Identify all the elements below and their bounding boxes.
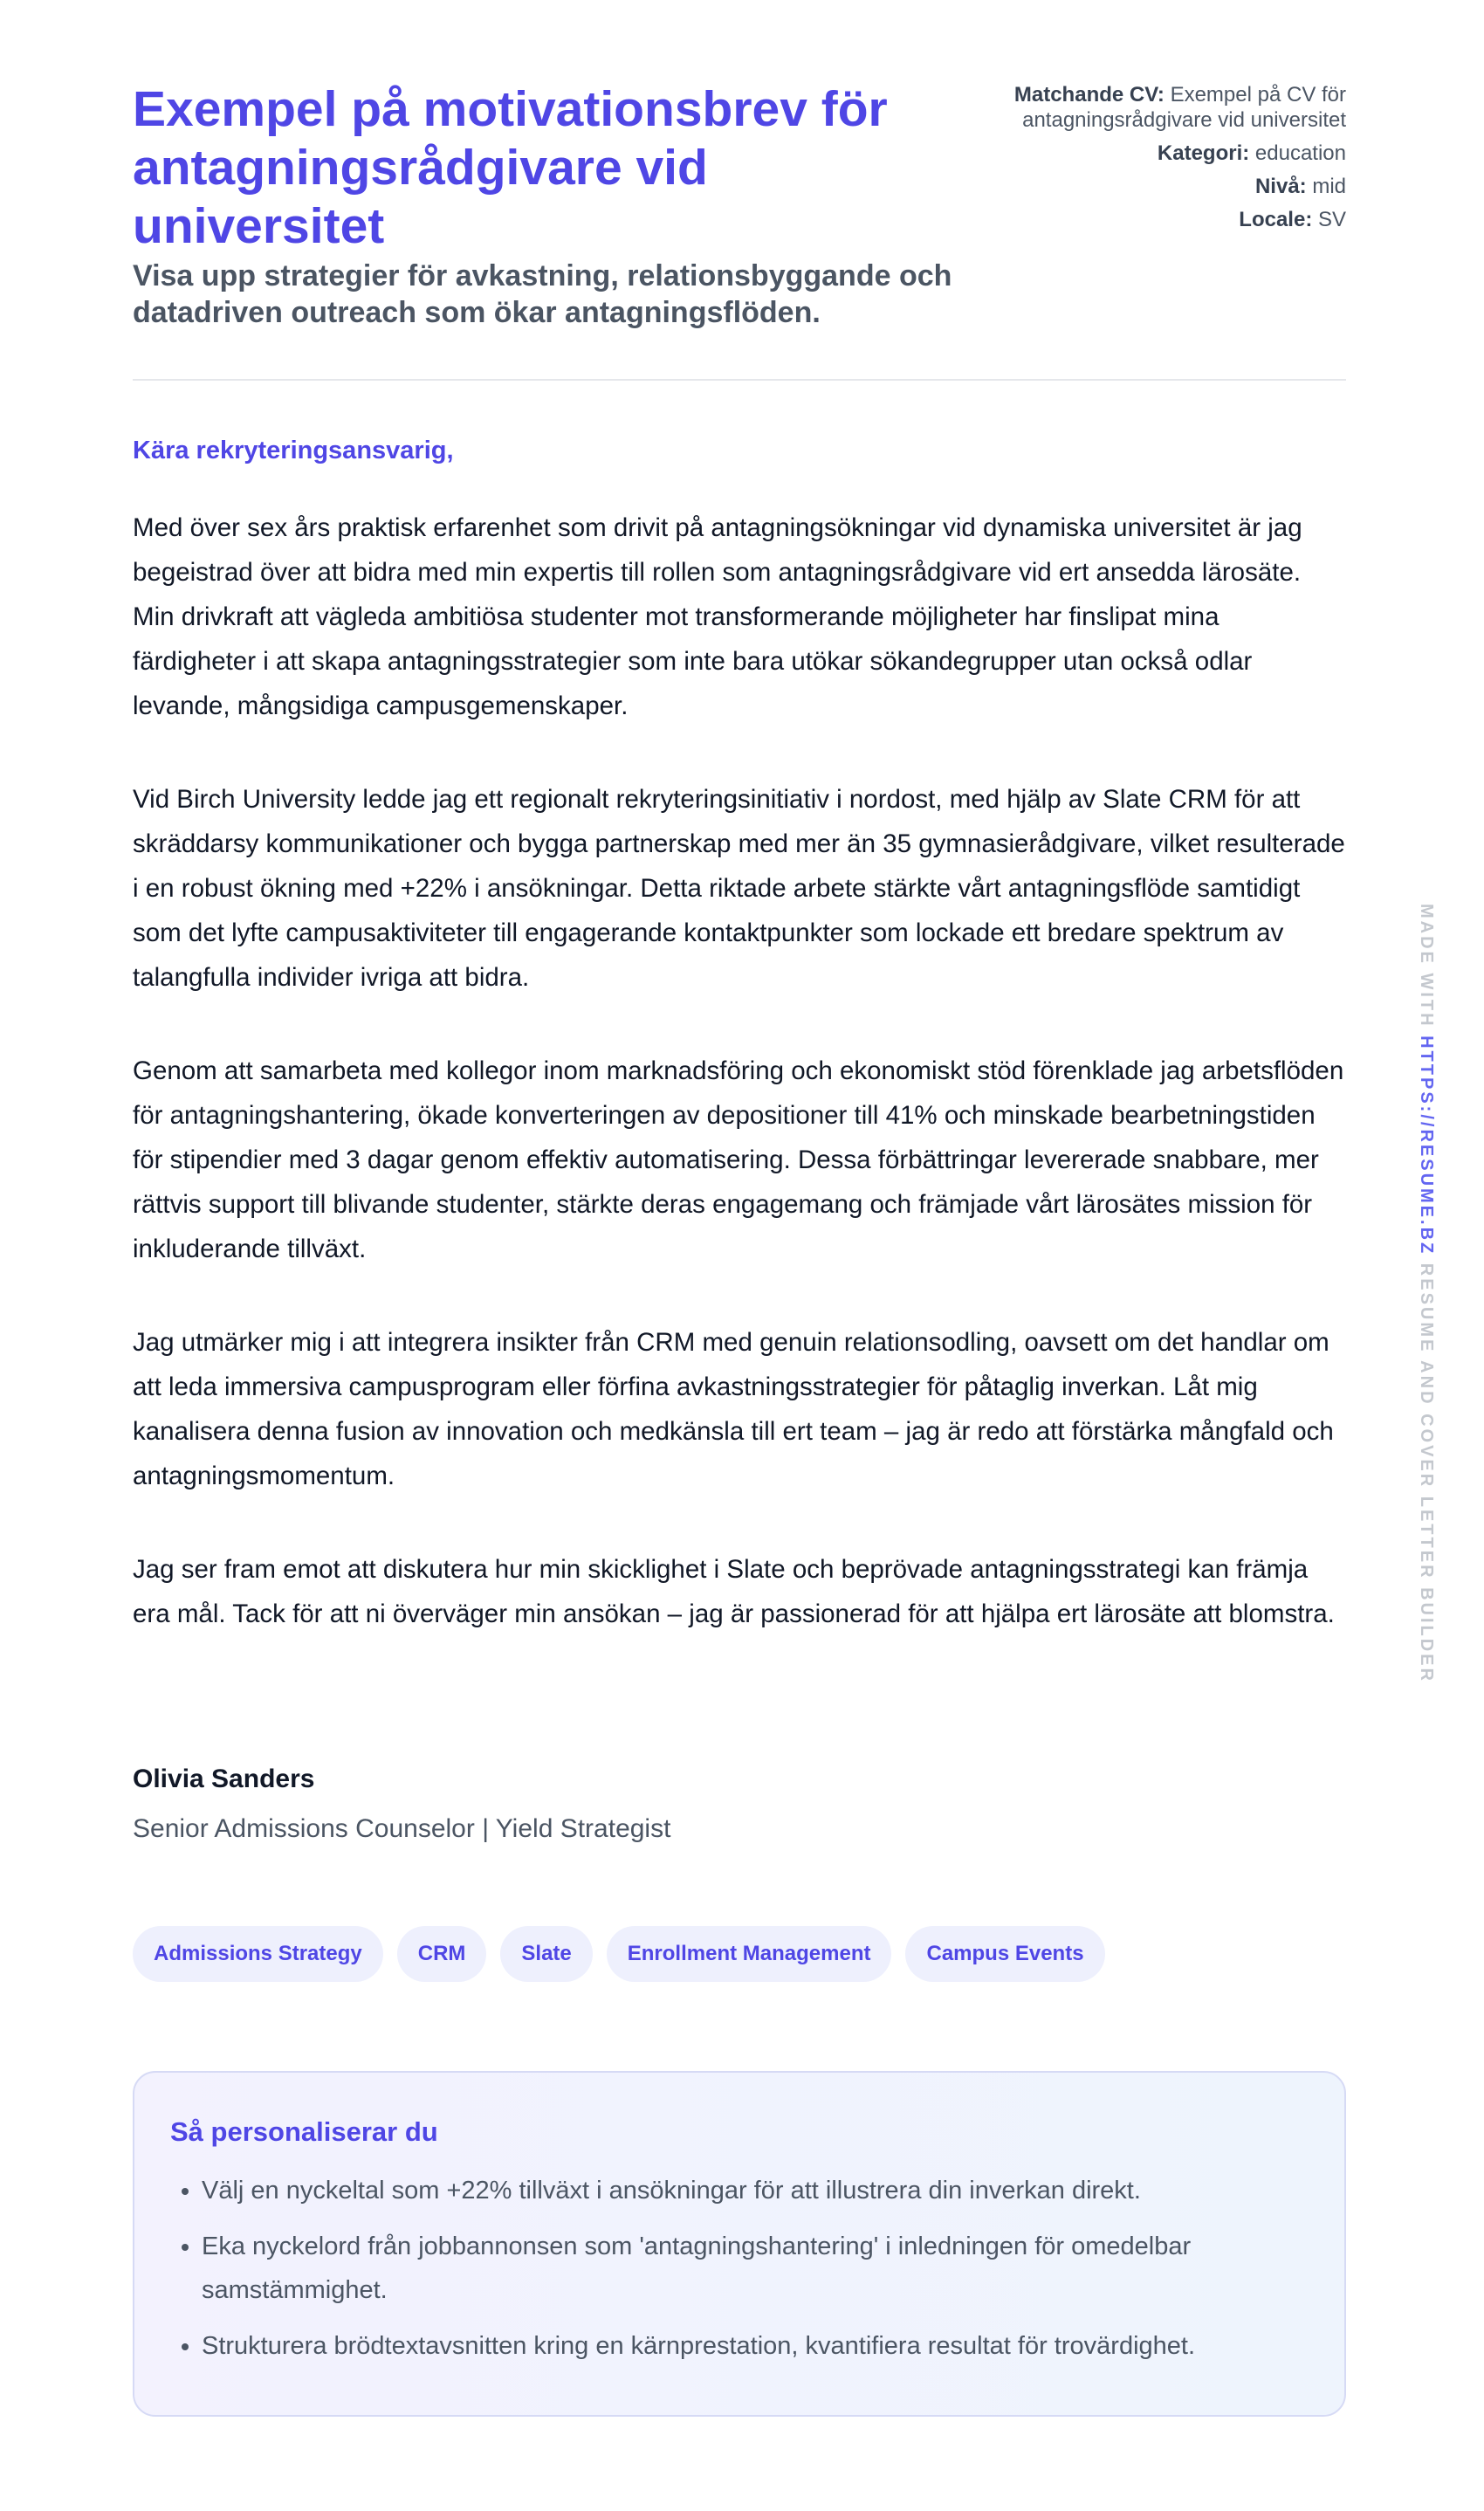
meta-level-value: mid bbox=[1312, 175, 1346, 198]
skill-tag: Admissions Strategy bbox=[133, 1926, 383, 1982]
tip-item: • Strukturera brödtextavsnitten kring en kärnprestation, kvantifiera resultat för trovärdighet. bbox=[202, 2324, 1354, 2368]
skill-tag: Enrollment Management bbox=[607, 1926, 892, 1982]
page-title: Exempel på motivationsbrev för antagningsrådgivare vid universitet bbox=[133, 81, 888, 254]
letter-paragraph: Jag utmärker mig i att integrera insikter från CRM med genuin relationsodling, oavsett om det handlar om att leda immersiva campusprogram eller förfina avkastningsstrategier för påtaglig inverkan. Låt mig kanalisera denna fusion av innovation och medkänsla till ert team – jag är redo att förstärka mångfald och antagningsmomentum. bbox=[133, 1328, 1334, 1490]
letter-paragraph: Jag ser fram emot att diskutera hur min skicklighet i Slate och beprövade antagningsstrategi kan främja era mål. Tack för att ni överväger min ansökan – jag är passionerad för att hjälpa ert lärosäte att blomstra. bbox=[133, 1555, 1335, 1628]
tip-item: • Välj en nyckeltal som +22% tillväxt i ansökningar för att illustrera din inverkan direkt. bbox=[202, 2169, 1354, 2212]
meta-level-label: Nivå: bbox=[1254, 175, 1307, 198]
meta-cv bbox=[962, 82, 1346, 133]
meta-cv-label: Matchande CV: bbox=[1013, 83, 1165, 107]
letter-paragraph: Genom att samarbeta med kollegor inom marknadsföring och ekonomiskt stöd förenklade jag arbetsflöden för antagningshantering, ökade konverteringen av depositioner till 41% och minskade bearbetningstiden för stipendier med 3 dagar genom effektiv automatisering. Dessa förbättringar levererade snabbare, mer rättvis support till blivande studenter, stärkte deras engagemang och främjade vårt lärosätes mission för inkluderande tillväxt. bbox=[133, 1056, 1344, 1263]
watermark-link[interactable]: HTTPS://RESUME.BZ bbox=[1417, 1035, 1436, 1256]
skill-tag: Slate bbox=[500, 1926, 592, 1982]
skill-tag: Campus Events bbox=[905, 1926, 1104, 1982]
tips-list bbox=[170, 2169, 1354, 2380]
skill-tag: CRM bbox=[397, 1926, 487, 1982]
signature-name: Olivia Sanders bbox=[133, 1765, 315, 1793]
letter-paragraph: Med över sex års praktisk erfarenhet som drivit på antagningsökningar vid dynamiska universitet är jag begeistrad över att bidra med min expertis till rollen som antagningsrådgivare vid ert ansedda lärosäte. Min drivkraft att vägleda ambitiösa studenter mot transformerande möjligheter har finslipat mina färdigheter i att skapa antagningsstrategier som inte bara utökar sökandegrupper utan också odlar levande, mångsidiga campusgemenskaper. bbox=[133, 513, 1302, 720]
watermark bbox=[1416, 904, 1436, 1683]
watermark-suffix: RESUME AND COVER LETTER BUILDER bbox=[1417, 1262, 1436, 1683]
page-subtitle: Visa upp strategier för avkastning, relationsbyggande och datadriven outreach som ökar antagningsflöden. bbox=[133, 259, 952, 329]
cover-letter-page bbox=[133, 0, 1346, 2360]
personalization-tips bbox=[133, 2071, 1346, 2417]
header bbox=[133, 0, 1346, 381]
letter-paragraph: Vid Birch University ledde jag ett regionalt rekryteringsinitiativ i nordost, med hjälp av Slate CRM för att skräddarsy kommunikationer och bygga partnerskap med mer än 35 gymnasierådgivare, vilket resulterade i en robust ökning med +22% i ansökningar. Detta riktade arbete stärkte vårt antagningsflöde samtidigt som det lyfte campusaktiviteter till engagerande kontaktpunkter som lockade ett bredare spektrum av talangfulla individer ivriga att bidra. bbox=[133, 785, 1345, 992]
meta-level bbox=[962, 174, 1346, 199]
letter-greeting: Kära rekryteringsansvarig, bbox=[133, 437, 454, 464]
meta-locale bbox=[962, 207, 1346, 232]
tip-item: • Eka nyckelord från jobbannonsen som 'antagningshantering' i inledningen för omedelbar samstämmighet. bbox=[202, 2225, 1354, 2312]
tips-title: Så personaliserar du bbox=[170, 2116, 438, 2147]
meta-category-value: education bbox=[1254, 141, 1346, 165]
meta-info bbox=[962, 82, 1346, 240]
meta-cv-value[interactable]: Exempel på CV för antagningsrådgivare vid universitet bbox=[1022, 83, 1346, 132]
meta-locale-value: SV bbox=[1317, 208, 1346, 231]
signature-title: Senior Admissions Counselor | Yield Strategist bbox=[133, 1814, 671, 1843]
skill-tags bbox=[133, 1926, 1105, 1982]
meta-category-label: Kategori: bbox=[1157, 141, 1250, 165]
watermark-prefix: MADE WITH bbox=[1417, 904, 1436, 1028]
meta-locale-label: Locale: bbox=[1239, 208, 1313, 231]
meta-category bbox=[962, 141, 1346, 166]
letter-body bbox=[133, 506, 1346, 1685]
